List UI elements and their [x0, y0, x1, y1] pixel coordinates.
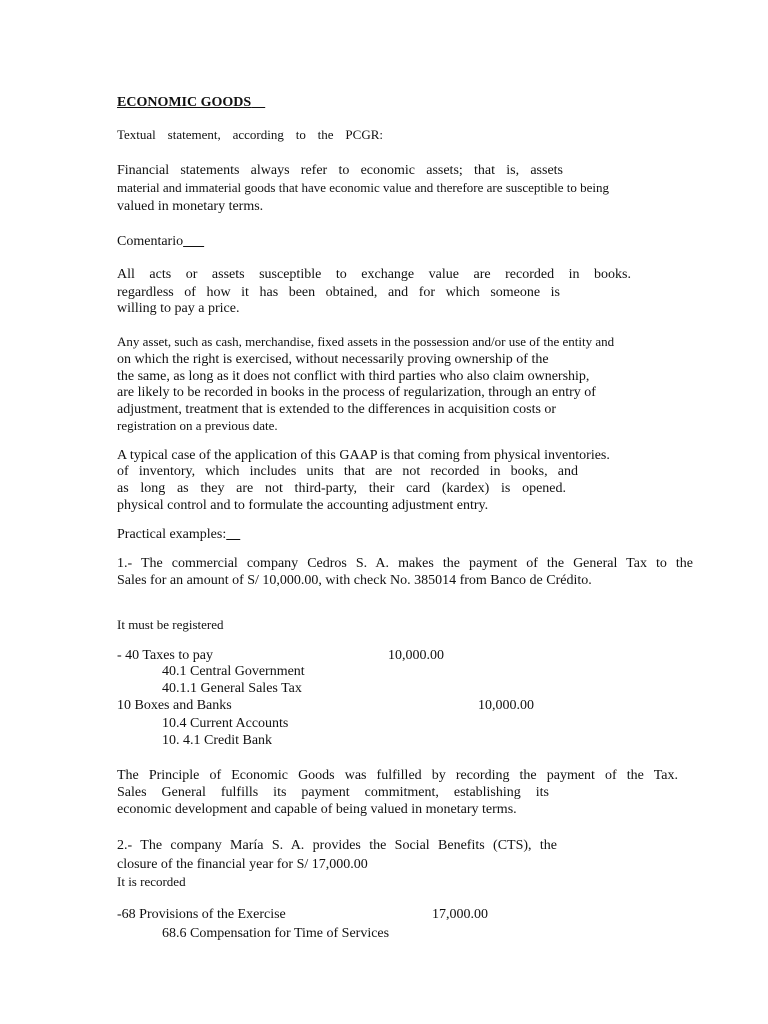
entry-debit-account: - 40 Taxes to pay	[117, 648, 213, 663]
comment-line: as long as they are not third-party, their card (kardex) is opened.	[117, 481, 566, 496]
entry-subaccount: 10. 4.1 Credit Bank	[162, 733, 273, 748]
entry-subaccount: 10.4 Current Accounts	[162, 716, 289, 731]
example-line: closure of the financial year for S/ 17,000.00	[117, 857, 368, 872]
comment-line: of inventory, which includes units that are not recorded in books, and	[117, 464, 578, 479]
principle-line: Sales General fulfills its payment commitment, establishing its	[117, 785, 549, 800]
must-register-label: It must be registered	[117, 617, 224, 632]
page-title: ECONOMIC GOODS	[117, 95, 252, 110]
entry-subaccount: 40.1 Central Government	[162, 664, 305, 679]
comment-line: regardless of how it has been obtained, and for which someone is	[117, 285, 560, 300]
comment-line: on which the right is exercised, without necessarily proving ownership of the	[117, 352, 549, 367]
principle-line: economic development and capable of being valued in monetary terms.	[117, 802, 517, 817]
comment-line: physical control and to formulate the accounting adjustment entry.	[117, 498, 489, 513]
it-is-recorded-label: It is recorded	[117, 874, 186, 889]
comment-line: A typical case of the application of this GAAP is that coming from physical inventories.	[117, 448, 610, 463]
comment-line: are likely to be recorded in books in the process of regularization, through an entry of	[117, 385, 596, 400]
comment-line: registration on a previous date.	[117, 418, 278, 433]
entry-credit-account: 10 Boxes and Banks	[117, 698, 232, 713]
comment-heading: Comentario	[117, 234, 184, 249]
entry-subaccount: 68.6 Compensation for Time of Services	[162, 926, 390, 941]
entry-debit-amount: 10,000.00	[388, 648, 444, 663]
example-line: Sales for an amount of S/ 10,000.00, with check No. 385014 from Banco de Crédito.	[117, 573, 592, 588]
practical-examples-heading: Practical examples:	[117, 527, 227, 542]
entry-subaccount: 40.1.1 General Sales Tax	[162, 681, 302, 696]
principle-line: The Principle of Economic Goods was fulfilled by recording the payment of the Tax.	[117, 768, 678, 783]
textual-statement-label: Textual statement, according to the PCGR:	[117, 127, 383, 142]
example-line: 1.- The commercial company Cedros S. A. makes the payment of the General Tax to the	[117, 556, 693, 571]
entry-debit-amount: 17,000.00	[432, 907, 488, 922]
statement-line: valued in monetary terms.	[117, 199, 264, 214]
comment-line: All acts or assets susceptible to exchange value are recorded in books.	[117, 267, 631, 282]
comment-line: Any asset, such as cash, merchandise, fixed assets in the possession and/or use of the entity and	[117, 334, 615, 349]
comment-line: the same, as long as it does not conflict with third parties who also claim ownership,	[117, 369, 590, 384]
example-line: 2.- The company María S. A. provides the Social Benefits (CTS), the	[117, 838, 557, 853]
statement-line: material and immaterial goods that have economic value and therefore are susceptible to being	[117, 180, 610, 195]
entry-debit-account: -68 Provisions of the Exercise	[117, 907, 286, 922]
comment-line: adjustment, treatment that is extended to the differences in acquisition costs or	[117, 402, 557, 417]
entry-credit-amount: 10,000.00	[478, 698, 534, 713]
comment-line: willing to pay a price.	[117, 301, 240, 316]
statement-line: Financial statements always refer to economic assets; that is, assets	[117, 163, 563, 178]
